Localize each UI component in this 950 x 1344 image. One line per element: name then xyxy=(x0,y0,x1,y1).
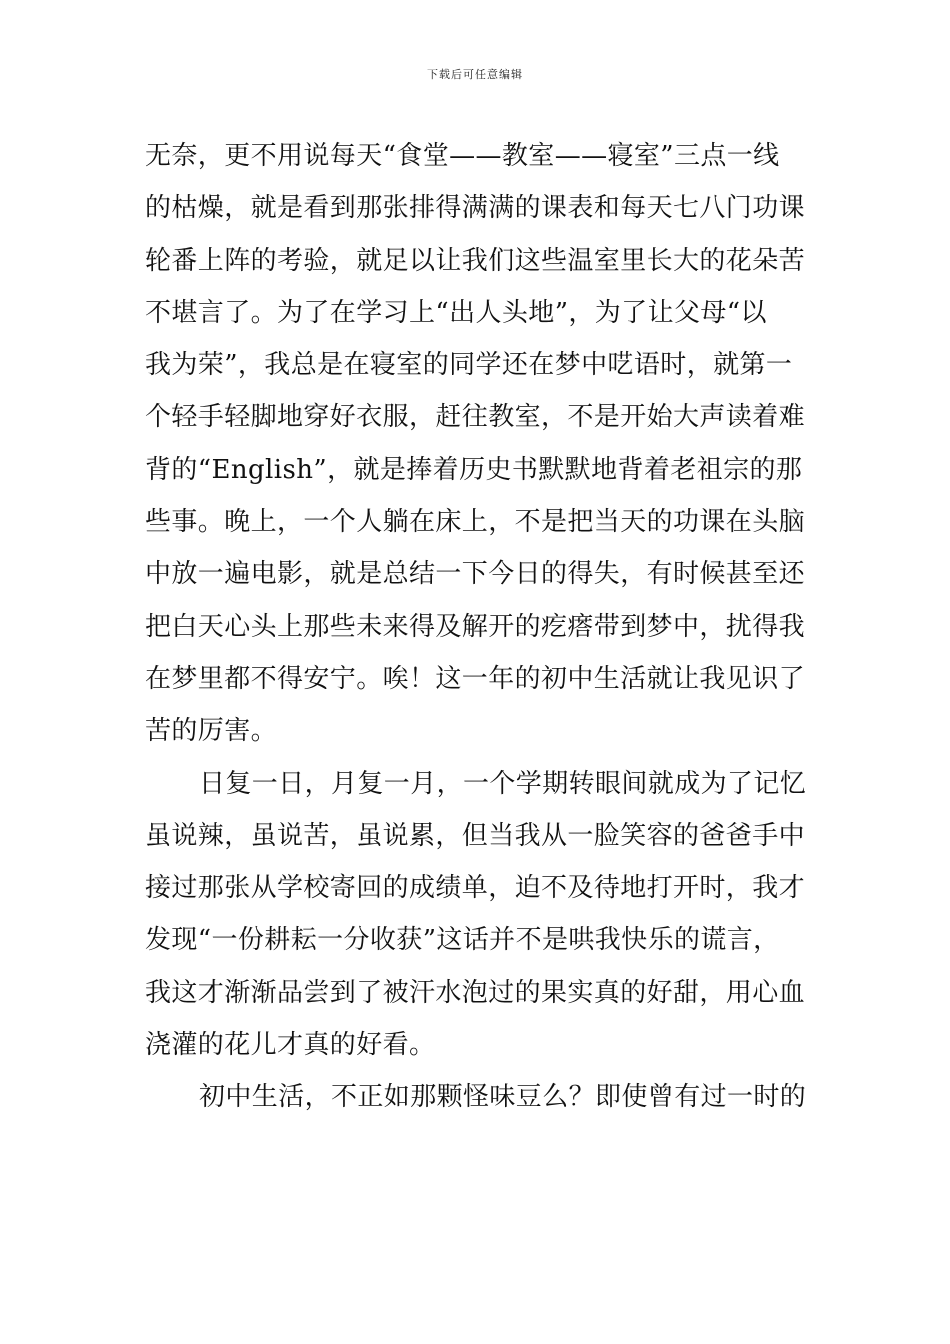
body-text xyxy=(145,130,810,1124)
text-line: 接过那张从学校寄回的成绩单，迫不及待地打开时，我才 xyxy=(145,873,806,904)
text-line: 中放一遍电影，就是总结一下今日的得失，有时候甚至还 xyxy=(145,559,806,590)
text-line: 我这才渐渐品尝到了被汗水泡过的果实真的好甜，用心血 xyxy=(145,977,806,1008)
text-line: 的枯燥，就是看到那张排得满满的课表和每天七八门功课 xyxy=(145,193,806,224)
paragraph-start-line: 日复一日，月复一月，一个学期转眼间就成为了记忆 xyxy=(199,768,807,799)
text-line: 轮番上阵的考验，就足以让我们这些温室里长大的花朵苦 xyxy=(145,245,806,276)
text-line: 些事。晚上，一个人躺在床上，不是把当天的功课在头脑 xyxy=(145,507,806,538)
text-line: 个轻手轻脚地穿好衣服，赶往教室，不是开始大声读着难 xyxy=(145,402,806,433)
text-line: 背的“English”，就是捧着历史书默默地背着老祖宗的那 xyxy=(145,454,803,485)
text-line: 浇灌的花儿才真的好看。 xyxy=(145,1030,436,1061)
text-line: 发现“一份耕耘一分收获”这话并不是哄我快乐的谎言， xyxy=(145,925,780,956)
text-line: 虽说辣，虽说苦，虽说累，但当我从一脸笑容的爸爸手中 xyxy=(145,820,806,851)
text-line: 无奈，更不用说每天“食堂——教室——寝室”三点一线 xyxy=(145,141,780,171)
text-line: 不堪言了。为了在学习上“出人头地”，为了让父母“以 xyxy=(145,297,767,328)
paragraph-start-line: 初中生活，不正如那颗怪味豆么？即使曾有过一时的 xyxy=(199,1082,807,1113)
text-line: 在梦里都不得安宁。唉！这一年的初中生活就让我见识了 xyxy=(145,663,806,694)
text-line: 我为荣”，我总是在寝室的同学还在梦中呓语时，就第一 xyxy=(145,350,793,381)
header-note: 下载后可任意编辑 xyxy=(427,68,523,81)
text-line: 把白天心头上那些未来得及解开的疙瘩带到梦中，扰得我 xyxy=(145,611,806,642)
text-line: 苦的厉害。 xyxy=(145,716,278,747)
